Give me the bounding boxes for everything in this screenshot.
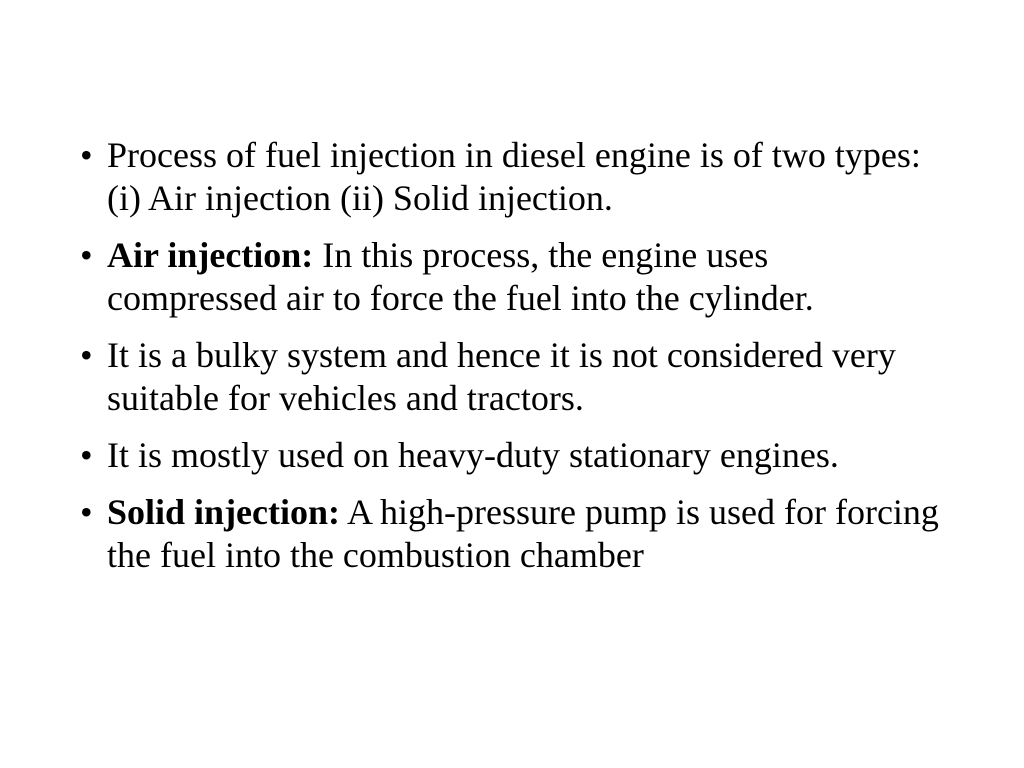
bullet-text: It is a bulky system and hence it is not considered very suitable for vehicles and tractors. <box>107 335 896 418</box>
bullet-lead-term: Solid injection: <box>107 492 341 532</box>
bullet-text: A high-pressure pump is used for forcing the fuel into the combustion chamber <box>107 492 939 575</box>
bullet-text: It is mostly used on heavy-duty stationary engines. <box>107 435 839 475</box>
bullet-list <box>80 134 940 591</box>
bullet-item-5 <box>80 491 940 577</box>
bullet-icon: • <box>80 492 93 532</box>
bullet-item-2 <box>80 234 940 320</box>
bullet-text: In this process, the engine uses compressed air to force the fuel into the cylinder. <box>107 235 814 318</box>
bullet-icon: • <box>80 235 93 275</box>
bullet-icon: • <box>80 435 93 475</box>
bullet-icon: • <box>80 335 93 375</box>
bullet-icon: • <box>80 135 93 175</box>
bullet-item-1 <box>80 134 940 220</box>
bullet-item-4 <box>80 434 940 477</box>
bullet-text: Process of fuel injection in diesel engine is of two types: (i) Air injection (ii) Solid injection. <box>107 135 921 218</box>
bullet-item-3 <box>80 334 940 420</box>
bullet-lead-term: Air injection: <box>107 235 314 275</box>
